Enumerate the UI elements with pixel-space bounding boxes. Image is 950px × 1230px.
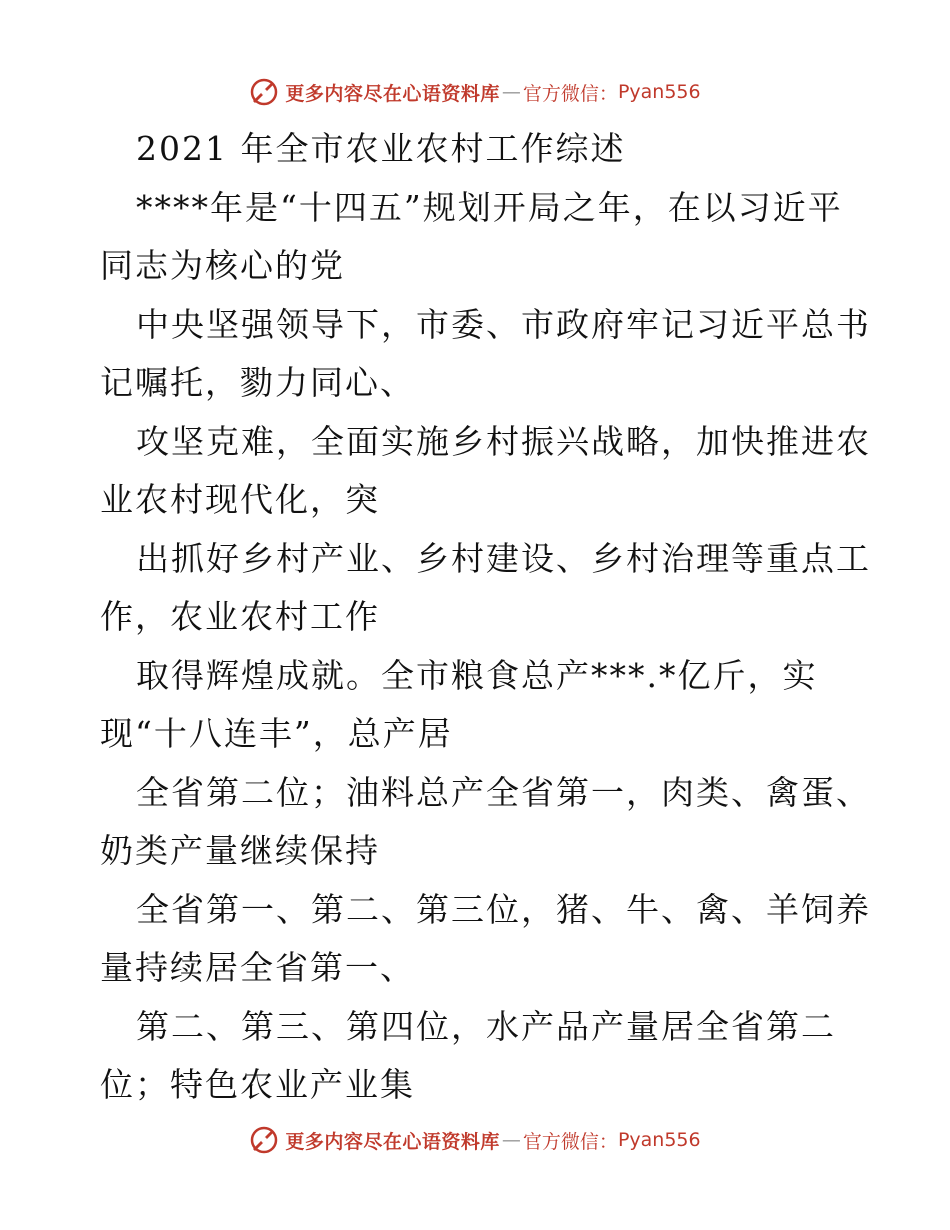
quill-logo-icon	[249, 77, 279, 107]
paragraph-line: 现“十八连丰”，总产居	[100, 714, 453, 753]
footer-banner	[0, 1120, 950, 1160]
paragraph-line: 出抓好乡村产业、乡村建设、乡村治理等重点工	[136, 538, 871, 578]
document-title: 2021 年全市农业农村工作综述	[136, 129, 626, 168]
paragraph-line: 取得辉煌成就。全市粮食总产***.*亿斤，实	[136, 655, 818, 695]
paragraph-line: 中央坚强领导下，市委、市政府牢记习近平总书	[136, 304, 871, 344]
banner-label: 更多内容尽在心语资料库	[285, 1130, 500, 1153]
header-banner	[0, 72, 950, 112]
banner-dash: —	[501, 81, 521, 103]
paragraph-line: 攻坚克难，全面实施乡村振兴战略，加快推进农	[136, 421, 871, 461]
paragraph-line: 奶类产量继续保持	[100, 831, 380, 870]
banner-wechat-id: Pyan556	[617, 81, 701, 103]
banner-dash: —	[501, 1129, 521, 1151]
paragraph-line: 业农村现代化，突	[100, 480, 380, 519]
paragraph-line: 全省第一、第二、第三位，猪、牛、禽、羊饲养	[136, 889, 871, 929]
paragraph-line: 第二、第三、第四位，水产品产量居全省第二	[136, 1006, 836, 1046]
quill-logo-icon	[249, 1125, 279, 1155]
paragraph-line: 记嘱托，勠力同心、	[100, 363, 415, 402]
paragraph-line: 作，农业农村工作	[100, 597, 380, 636]
banner-wechat-id: Pyan556	[617, 1129, 701, 1151]
banner-label: 更多内容尽在心语资料库	[285, 82, 500, 105]
paragraph-line: 同志为核心的党	[100, 246, 345, 285]
banner-wechat-label: 官方微信：	[522, 1130, 618, 1153]
document-body	[100, 120, 871, 1115]
paragraph-line: 全省第二位；油料总产全省第一，肉类、禽蛋、	[136, 772, 871, 812]
paragraph-line: 位；特色农业产业集	[100, 1065, 415, 1104]
banner-wechat-label: 官方微信：	[522, 82, 618, 105]
paragraph-line: 量持续居全省第一、	[100, 948, 415, 987]
paragraph-line: ****年是“十四五”规划开局之年，在以习近平	[136, 187, 843, 227]
